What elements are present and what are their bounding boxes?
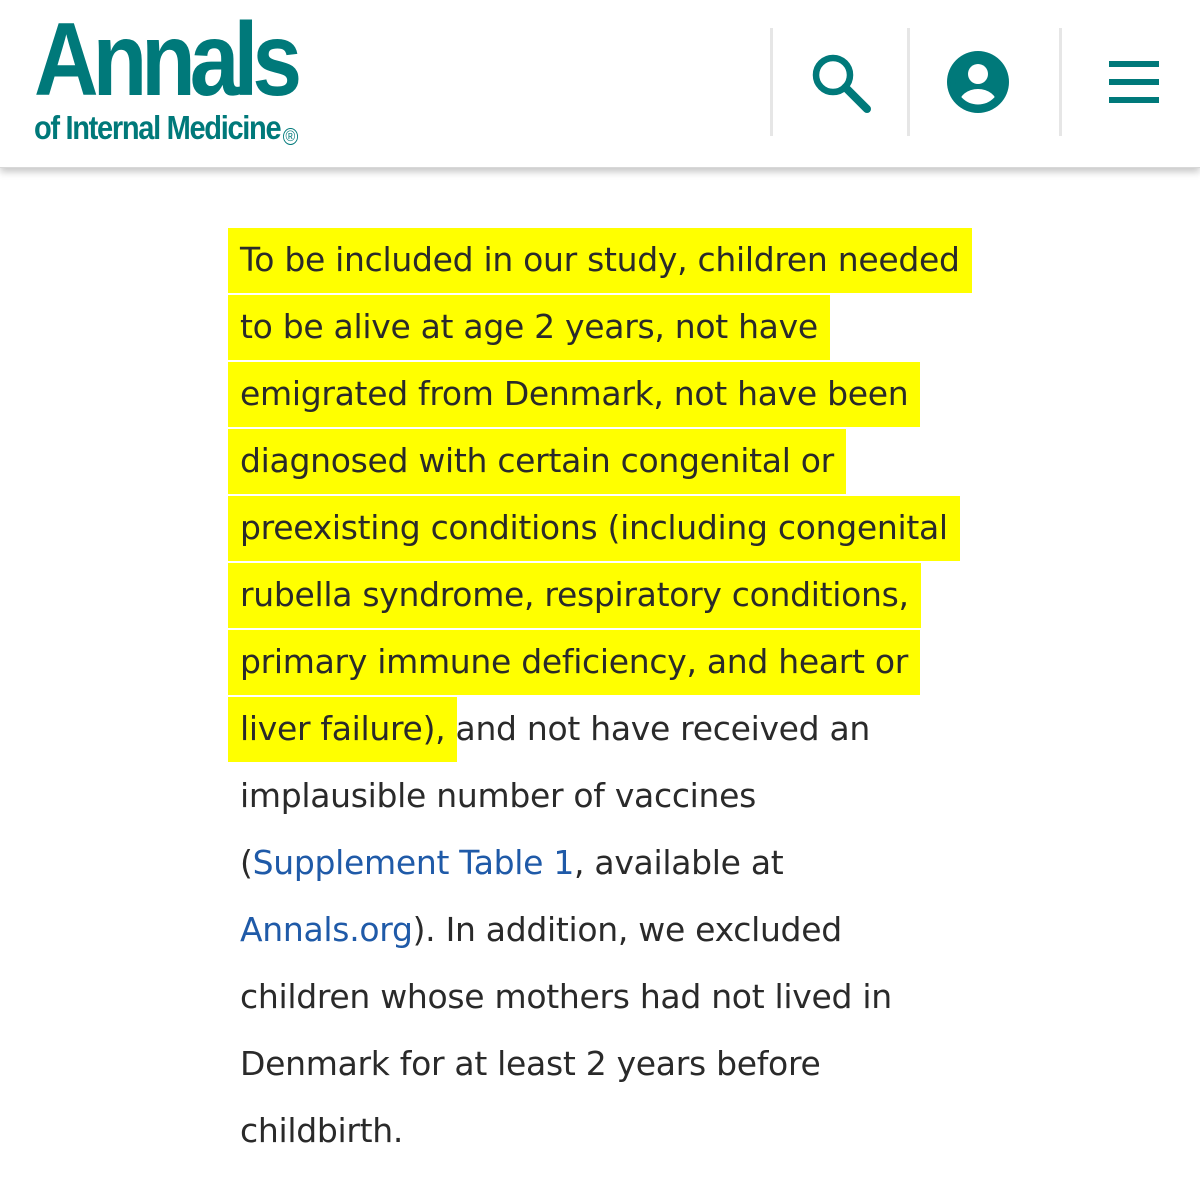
header-divider [770, 28, 773, 136]
annals-logo[interactable] [34, 2, 339, 146]
logo-subtitle-text: of Internal Medicine [34, 109, 281, 146]
article-paragraph [240, 226, 960, 1164]
header-divider [907, 28, 910, 136]
logo-subtitle [34, 110, 302, 146]
account-button[interactable] [938, 40, 1018, 124]
header-divider [1059, 28, 1062, 136]
account-icon [945, 49, 1011, 115]
search-button[interactable] [800, 40, 880, 124]
search-icon [807, 49, 873, 115]
logo-wordmark: Annals [34, 2, 297, 118]
highlighted-passage: To be included in our study, children needed to be alive at age 2 years, not have emigrated from Denmark, not have been diagnosed with certain congenital or preexisting conditions (including congenital rubella syndrome, respiratory conditions, primary immune deficiency, and heart or liver failure), [240, 228, 960, 762]
supplement-table-link[interactable]: Supplement Table 1 [252, 843, 575, 882]
paragraph-text: , available at [574, 843, 784, 882]
site-header [0, 0, 1200, 168]
annals-org-link[interactable]: Annals.org [240, 910, 413, 949]
menu-button[interactable] [1094, 40, 1174, 124]
registered-mark: ® [283, 128, 298, 145]
hamburger-menu-icon [1107, 58, 1161, 106]
paragraph-text: and not have received an implausible number of vaccines ( [240, 709, 871, 882]
paragraph-text: ). In addition, we excluded children whose mothers had not lived in Denmark for at least 2 years before childbirth. [240, 910, 892, 1150]
